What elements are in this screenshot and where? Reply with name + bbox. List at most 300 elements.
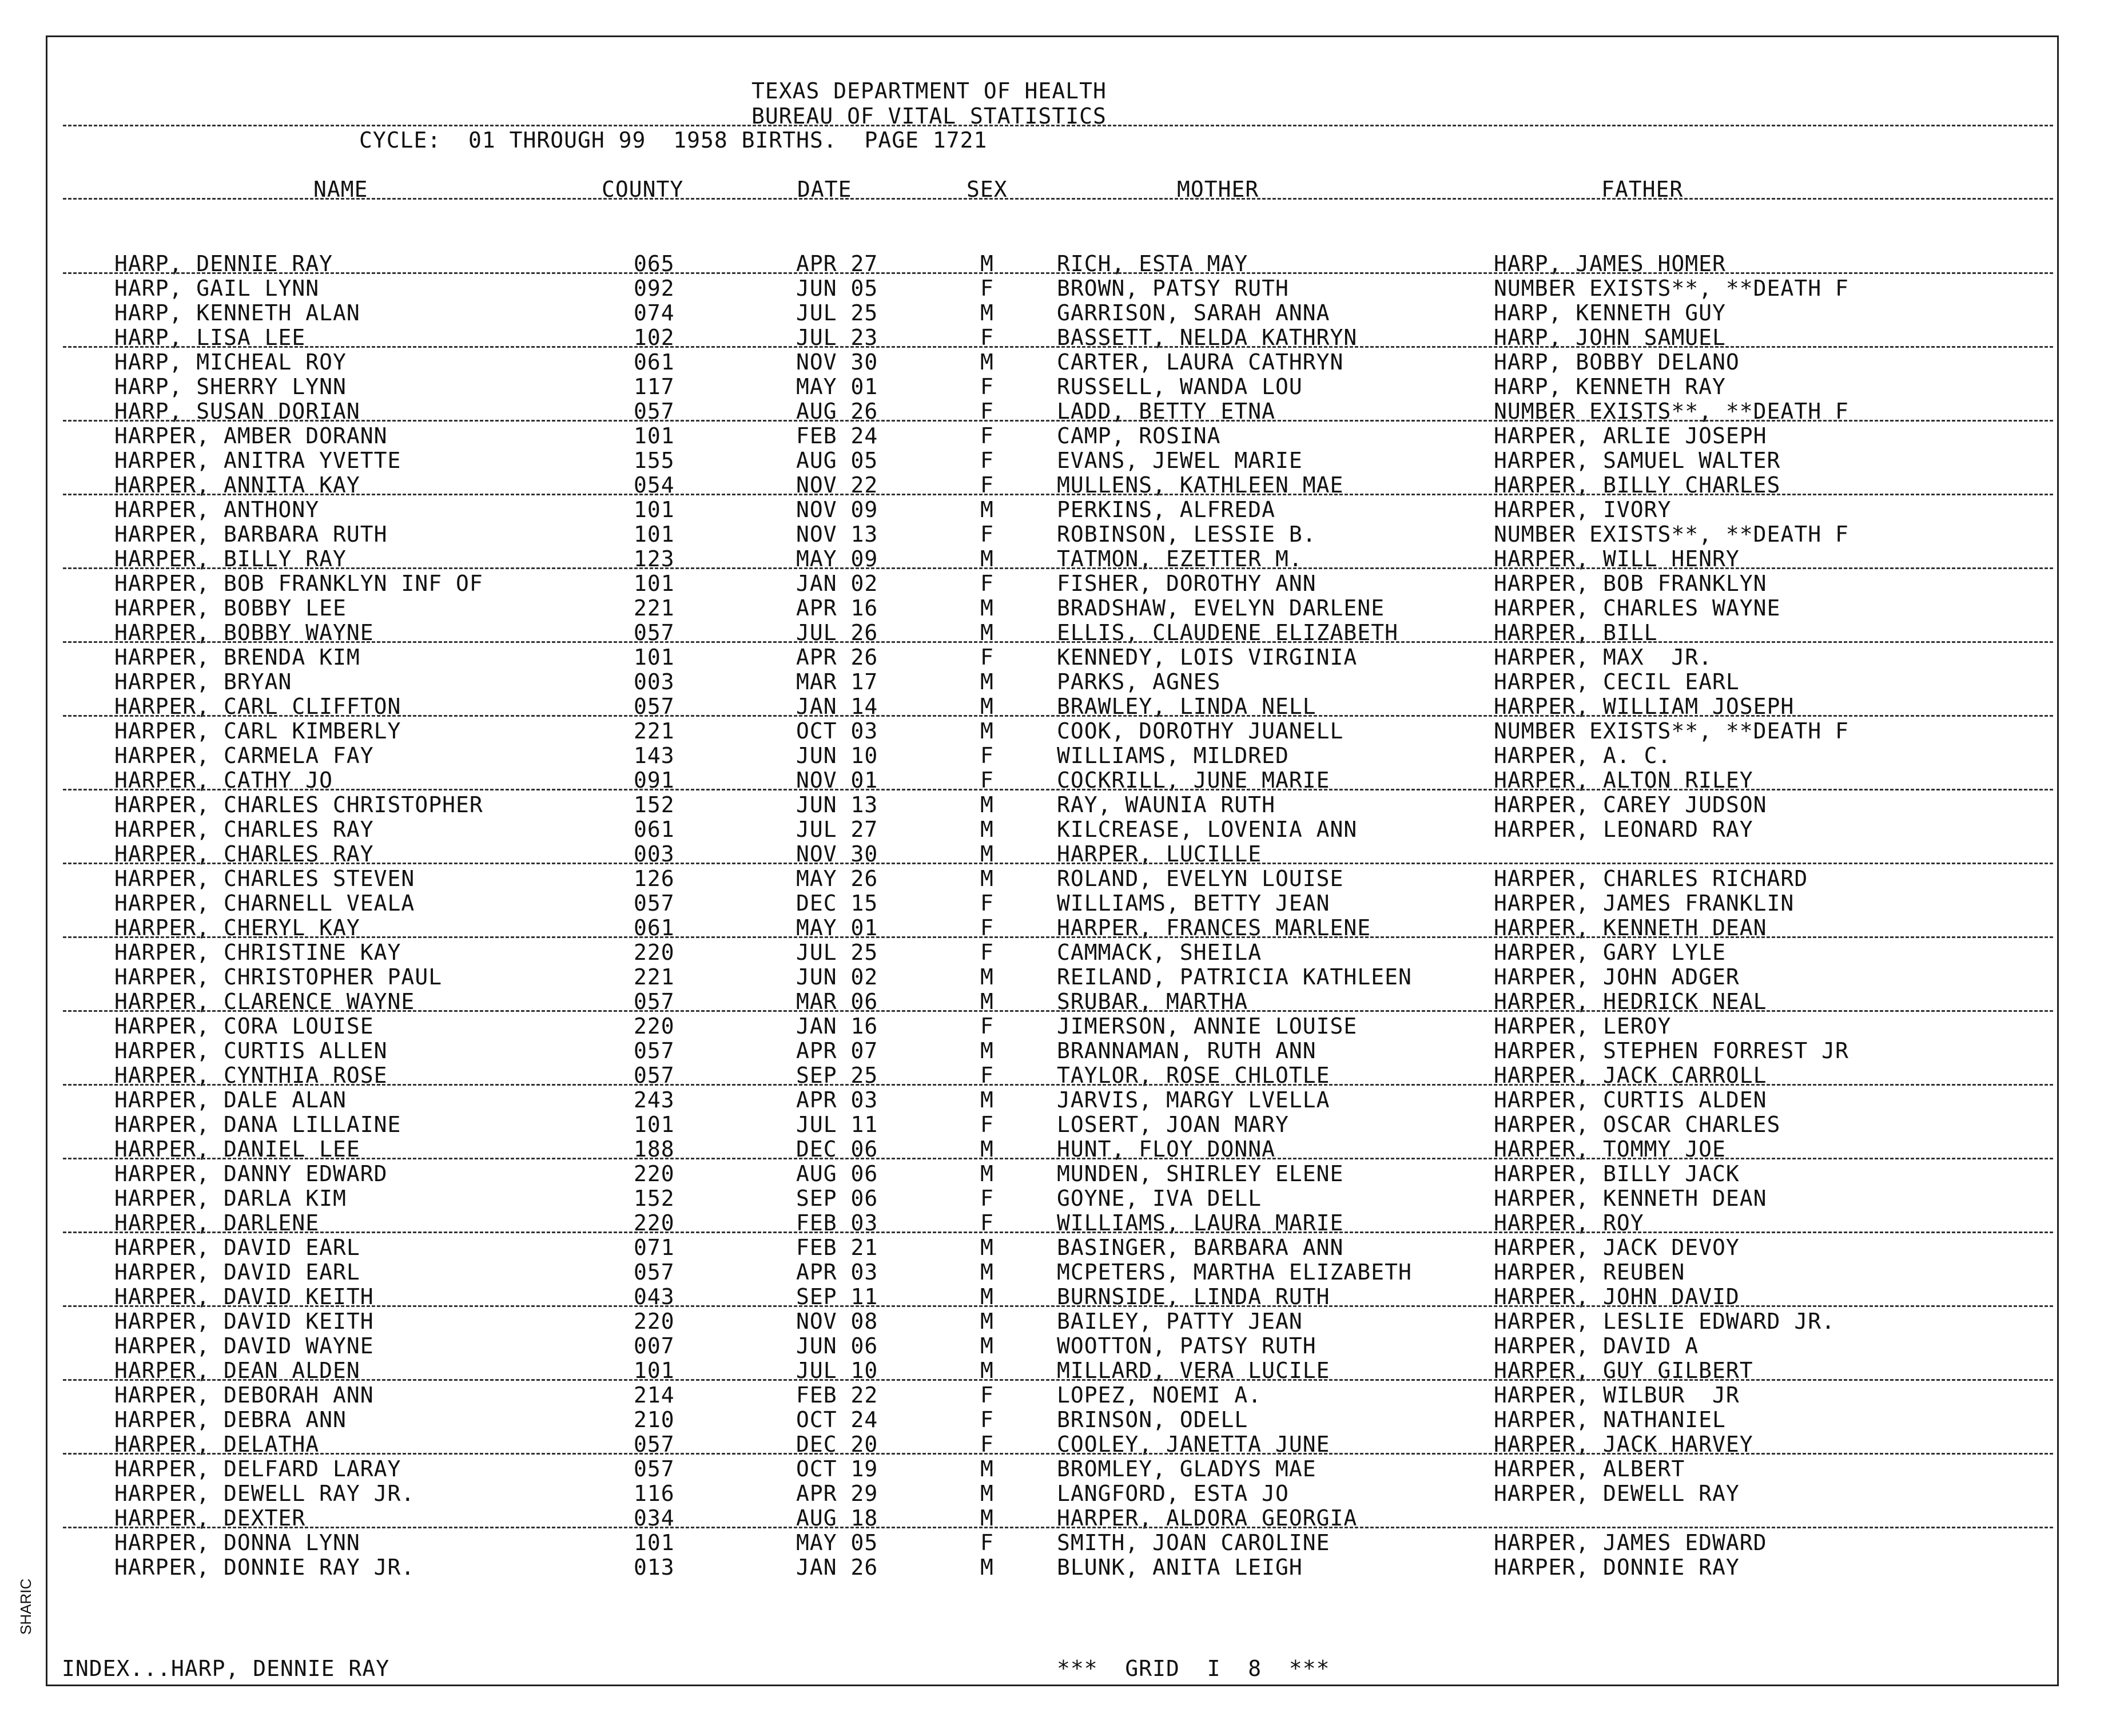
cell-county: 188 [634,1137,675,1162]
row-group-rule [63,272,2053,274]
cell-mother: TAYLOR, ROSE CHLOTLE [1057,1063,1330,1088]
cell-father: HARPER, JAMES FRANKLIN [1494,891,1795,916]
cell-name: HARPER, DAVID EARL [114,1235,360,1260]
cell-sex: M [980,694,994,719]
cell-date: APR 16 [796,595,878,621]
cell-name: HARPER, DEXTER [114,1505,306,1531]
cell-name: HARPER, DONNA LYNN [114,1530,360,1555]
cell-date: JUN 13 [796,792,878,817]
cell-father: HARPER, BOB FRANKLYN [1494,571,1767,596]
cell-name: HARPER, CHRISTOPHER PAUL [114,964,443,990]
cell-county: 116 [634,1481,675,1506]
cell-date: APR 03 [796,1087,878,1113]
cell-name: HARPER, CHARLES RAY [114,817,374,842]
cell-sex: M [980,620,994,645]
cell-name: HARPER, BOB FRANKLYN INF OF [114,571,483,596]
row-group-rule [63,1379,2053,1381]
cell-date: MAY 01 [796,374,878,399]
cell-sex: F [980,571,994,596]
cell-county: 155 [634,448,675,473]
cell-father: HARPER, KENNETH DEAN [1494,915,1767,940]
cell-father: HARPER, CAREY JUDSON [1494,792,1767,817]
cell-sex: M [980,595,994,621]
cell-county: 043 [634,1284,675,1309]
cell-name: HARPER, BRENDA KIM [114,645,360,670]
cell-sex: M [980,1260,994,1285]
cell-county: 003 [634,841,675,867]
row-group-rule [63,863,2053,864]
cell-father: NUMBER EXISTS**, **DEATH F [1494,276,1849,301]
cell-date: SEP 06 [796,1186,878,1211]
cell-county: 101 [634,571,675,596]
cell-date: NOV 01 [796,768,878,793]
cell-father: HARPER, BILL [1494,620,1658,645]
cell-date: JAN 14 [796,694,878,719]
cell-county: 013 [634,1555,675,1580]
cell-sex: F [980,276,994,301]
cell-father: HARPER, DAVID A [1494,1333,1699,1358]
header-bureau: BUREAU OF VITAL STATISTICS [751,104,1107,129]
cell-father: HARPER, JOHN ADGER [1494,964,1740,990]
cell-mother: CARTER, LAURA CATHRYN [1057,349,1344,375]
cell-county: 091 [634,768,675,793]
cell-date: AUG 18 [796,1505,878,1531]
cell-date: JUN 06 [796,1333,878,1358]
cell-sex: F [980,472,994,498]
cell-sex: F [980,1112,994,1137]
cell-county: 243 [634,1087,675,1113]
cell-date: APR 27 [796,251,878,276]
cell-name: HARPER, CHRISTINE KAY [114,940,401,965]
cell-name: HARPER, BARBARA RUTH [114,522,388,547]
cell-county: 101 [634,522,675,547]
cell-date: APR 29 [796,1481,878,1506]
row-group-rule [63,494,2053,495]
cell-sex: F [980,915,994,940]
cycle-line: CYCLE: 01 THROUGH 99 1958 BIRTHS. PAGE 1721 [359,128,988,153]
cell-date: AUG 06 [796,1161,878,1186]
cell-date: JAN 26 [796,1555,878,1580]
cell-mother: KENNEDY, LOIS VIRGINIA [1057,645,1358,670]
cell-county: 057 [634,1038,675,1063]
cell-mother: REILAND, PATRICIA KATHLEEN [1057,964,1412,990]
cell-name: HARP, MICHEAL ROY [114,349,347,375]
cell-father: HARPER, BILLY CHARLES [1494,472,1781,498]
cell-sex: M [980,866,994,891]
cell-sex: M [980,1161,994,1186]
cell-father: HARPER, STEPHEN FORREST JR [1494,1038,1849,1063]
cell-county: 102 [634,325,675,350]
cell-county: 214 [634,1383,675,1408]
cell-sex: M [980,1284,994,1309]
cell-date: JUL 10 [796,1358,878,1383]
cell-date: FEB 22 [796,1383,878,1408]
cell-county: 007 [634,1333,675,1358]
cell-county: 054 [634,472,675,498]
cell-name: HARP, DENNIE RAY [114,251,333,276]
cell-sex: M [980,349,994,375]
cell-sex: M [980,497,994,522]
cell-name: HARPER, DEAN ALDEN [114,1358,360,1383]
cell-mother: BRADSHAW, EVELYN DARLENE [1057,595,1385,621]
column-header-rule [63,198,2053,200]
cell-date: FEB 24 [796,423,878,448]
cell-name: HARPER, CYNTHIA ROSE [114,1063,388,1088]
cell-mother: HARPER, ALDORA GEORGIA [1057,1505,1358,1531]
cell-mother: LADD, BETTY ETNA [1057,399,1276,424]
cell-county: 101 [634,1358,675,1383]
cell-county: 071 [634,1235,675,1260]
cell-sex: F [980,645,994,670]
row-group-rule [63,1084,2053,1086]
cell-county: 101 [634,1530,675,1555]
cell-sex: M [980,1505,994,1531]
cell-name: HARP, SHERRY LYNN [114,374,347,399]
cell-father: HARPER, A. C. [1494,743,1672,768]
cell-county: 061 [634,349,675,375]
cell-mother: MULLENS, KATHLEEN MAE [1057,472,1344,498]
cell-mother: JARVIS, MARGY LVELLA [1057,1087,1330,1113]
cell-sex: F [980,1210,994,1236]
cell-county: 034 [634,1505,675,1531]
cell-father: HARPER, LEONARD RAY [1494,817,1753,842]
cell-mother: HUNT, FLOY DONNA [1057,1137,1276,1162]
cell-county: 101 [634,497,675,522]
cell-name: HARPER, DARLENE [114,1210,320,1236]
cell-sex: M [980,1309,994,1334]
cell-name: HARPER, BILLY RAY [114,546,347,571]
cell-name: HARPER, CORA LOUISE [114,1014,374,1039]
cell-father: HARPER, WILL HENRY [1494,546,1740,571]
cell-date: NOV 13 [796,522,878,547]
cell-county: 152 [634,1186,675,1211]
column-header-mother: MOTHER [1177,177,1259,202]
cell-name: HARPER, CARL KIMBERLY [114,718,401,744]
cell-father: HARPER, WILLIAM JOSEPH [1494,694,1795,719]
cell-mother: RUSSELL, WANDA LOU [1057,374,1303,399]
cell-name: HARP, SUSAN DORIAN [114,399,360,424]
cell-name: HARPER, DEBRA ANN [114,1407,347,1432]
row-group-rule [63,715,2053,717]
cell-date: APR 26 [796,645,878,670]
cell-mother: GOYNE, IVA DELL [1057,1186,1262,1211]
cell-father: HARP, JOHN SAMUEL [1494,325,1726,350]
cell-date: APR 07 [796,1038,878,1063]
cell-name: HARPER, CATHY JO [114,768,333,793]
cell-father: HARPER, SAMUEL WALTER [1494,448,1781,473]
footer-index: INDEX...HARP, DENNIE RAY [62,1656,390,1681]
cell-name: HARPER, DEWELL RAY JR. [114,1481,415,1506]
cell-mother: LANGFORD, ESTA JO [1057,1481,1289,1506]
cell-name: HARPER, CHARLES STEVEN [114,866,415,891]
row-group-rule [63,641,2053,643]
cell-sex: M [980,300,994,325]
cell-county: 210 [634,1407,675,1432]
cell-father: HARPER, KENNETH DEAN [1494,1186,1767,1211]
cell-county: 065 [634,251,675,276]
cell-father: HARPER, JAMES EDWARD [1494,1530,1767,1555]
cell-mother: ELLIS, CLAUDENE ELIZABETH [1057,620,1398,645]
cell-mother: LOSERT, JOAN MARY [1057,1112,1289,1137]
cell-county: 126 [634,866,675,891]
row-group-rule [63,1010,2053,1012]
side-label: SHARIC [17,1578,34,1635]
cell-name: HARPER, AMBER DORANN [114,423,388,448]
cell-father: HARPER, ALBERT [1494,1456,1685,1481]
cell-father: HARPER, GARY LYLE [1494,940,1726,965]
cell-date: NOV 09 [796,497,878,522]
cell-county: 057 [634,1260,675,1285]
header-dept: TEXAS DEPARTMENT OF HEALTH [751,78,1107,104]
cell-mother: BASSETT, NELDA KATHRYN [1057,325,1358,350]
cell-county: 057 [634,694,675,719]
cell-name: HARPER, ANITRA YVETTE [114,448,401,473]
cell-county: 220 [634,1161,675,1186]
cell-name: HARPER, BOBBY LEE [114,595,347,621]
cell-father: HARPER, CHARLES RICHARD [1494,866,1808,891]
cell-sex: M [980,1038,994,1063]
cell-name: HARPER, DANA LILLAINE [114,1112,401,1137]
cell-mother: TATMON, EZETTER M. [1057,546,1303,571]
cell-date: JUN 10 [796,743,878,768]
cell-county: 152 [634,792,675,817]
cell-mother: WILLIAMS, MILDRED [1057,743,1289,768]
row-group-rule [63,1527,2053,1528]
cell-father: HARPER, ARLIE JOSEPH [1494,423,1767,448]
cell-name: HARPER, CHERYL KAY [114,915,360,940]
cell-name: HARP, GAIL LYNN [114,276,320,301]
column-header-sex: SEX [967,177,1008,202]
row-group-rule [63,1305,2053,1307]
cell-name: HARPER, DANIEL LEE [114,1137,360,1162]
cell-county: 101 [634,423,675,448]
cell-mother: CAMMACK, SHEILA [1057,940,1262,965]
cell-county: 057 [634,1432,675,1457]
cell-name: HARPER, DELATHA [114,1432,320,1457]
cell-mother: MCPETERS, MARTHA ELIZABETH [1057,1260,1412,1285]
cell-mother: MILLARD, VERA LUCILE [1057,1358,1330,1383]
cell-father: HARP, KENNETH GUY [1494,300,1726,325]
cell-sex: M [980,841,994,867]
cell-mother: COOLEY, JANETTA JUNE [1057,1432,1330,1457]
row-group-rule [63,1158,2053,1159]
cell-date: DEC 06 [796,1137,878,1162]
cell-date: JAN 16 [796,1014,878,1039]
cell-father: HARPER, CECIL EARL [1494,669,1740,694]
row-group-rule [63,1232,2053,1233]
cell-sex: F [980,743,994,768]
cell-county: 117 [634,374,675,399]
cell-father: HARPER, WILBUR JR [1494,1383,1740,1408]
cell-mother: COCKRILL, JUNE MARIE [1057,768,1330,793]
cell-date: OCT 19 [796,1456,878,1481]
cell-county: 057 [634,1456,675,1481]
cell-date: JUL 23 [796,325,878,350]
cell-county: 061 [634,817,675,842]
cell-mother: BRAWLEY, LINDA NELL [1057,694,1316,719]
cell-mother: BROMLEY, GLADYS MAE [1057,1456,1316,1481]
cell-date: AUG 05 [796,448,878,473]
cell-sex: M [980,1235,994,1260]
cell-mother: PERKINS, ALFREDA [1057,497,1276,522]
cell-county: 101 [634,1112,675,1137]
cell-mother: WOOTTON, PATSY RUTH [1057,1333,1316,1358]
cell-father: HARPER, CHARLES WAYNE [1494,595,1781,621]
cell-father: HARPER, DONNIE RAY [1494,1555,1740,1580]
cell-name: HARPER, DONNIE RAY JR. [114,1555,415,1580]
cell-sex: M [980,718,994,744]
cell-name: HARPER, CARL CLIFFTON [114,694,401,719]
cell-date: NOV 30 [796,349,878,375]
cell-date: MAY 09 [796,546,878,571]
cell-date: MAY 05 [796,1530,878,1555]
cell-name: HARPER, DAVID KEITH [114,1309,374,1334]
cell-sex: M [980,1358,994,1383]
cell-father: HARPER, JOHN DAVID [1494,1284,1740,1309]
cell-mother: FISHER, DOROTHY ANN [1057,571,1316,596]
cell-name: HARP, LISA LEE [114,325,306,350]
cell-father: HARPER, JACK HARVEY [1494,1432,1753,1457]
cell-sex: F [980,1186,994,1211]
cell-mother: JIMERSON, ANNIE LOUISE [1057,1014,1358,1039]
cell-county: 057 [634,1063,675,1088]
cell-sex: F [980,768,994,793]
cell-date: JUN 05 [796,276,878,301]
cell-date: JUL 25 [796,300,878,325]
cell-father: HARPER, LESLIE EDWARD JR. [1494,1309,1835,1334]
row-group-rule [63,1453,2053,1455]
cell-county: 220 [634,1014,675,1039]
cell-date: OCT 03 [796,718,878,744]
cell-county: 061 [634,915,675,940]
cell-father: HARPER, JACK CARROLL [1494,1063,1767,1088]
cell-name: HARP, KENNETH ALAN [114,300,360,325]
cell-date: FEB 21 [796,1235,878,1260]
cell-name: HARPER, CHARNELL VEALA [114,891,415,916]
cell-sex: M [980,251,994,276]
cell-mother: BASINGER, BARBARA ANN [1057,1235,1344,1260]
cell-sex: M [980,1333,994,1358]
cell-mother: WILLIAMS, LAURA MARIE [1057,1210,1344,1236]
cell-sex: M [980,792,994,817]
cell-county: 221 [634,964,675,990]
row-group-rule [63,420,2053,422]
cell-sex: M [980,669,994,694]
cell-date: JAN 02 [796,571,878,596]
cell-sex: F [980,522,994,547]
cell-county: 220 [634,940,675,965]
cell-county: 003 [634,669,675,694]
cell-father: HARPER, HEDRICK NEAL [1494,989,1767,1014]
row-group-rule [63,936,2053,938]
column-header-county: COUNTY [602,177,684,202]
cell-name: HARPER, DELFARD LARAY [114,1456,401,1481]
cell-mother: RAY, WAUNIA RUTH [1057,792,1276,817]
cell-sex: M [980,964,994,990]
cell-date: MAY 01 [796,915,878,940]
cell-sex: F [980,1432,994,1457]
cell-father: HARPER, REUBEN [1494,1260,1685,1285]
cell-father: HARPER, JACK DEVOY [1494,1235,1740,1260]
cell-date: NOV 22 [796,472,878,498]
cell-date: JUL 27 [796,817,878,842]
cell-date: AUG 26 [796,399,878,424]
cell-date: SEP 25 [796,1063,878,1088]
cell-father: HARPER, ROY [1494,1210,1644,1236]
cell-county: 101 [634,645,675,670]
cell-mother: RICH, ESTA MAY [1057,251,1248,276]
cell-father: HARPER, BILLY JACK [1494,1161,1740,1186]
cell-sex: F [980,374,994,399]
cell-name: HARPER, ANTHONY [114,497,320,522]
cell-name: HARPER, CHARLES CHRISTOPHER [114,792,483,817]
cell-sex: F [980,891,994,916]
cell-county: 057 [634,989,675,1014]
cell-sex: F [980,1014,994,1039]
cell-mother: BAILEY, PATTY JEAN [1057,1309,1303,1334]
cell-county: 220 [634,1210,675,1236]
cell-father: HARPER, IVORY [1494,497,1672,522]
cell-sex: F [980,423,994,448]
cell-date: FEB 03 [796,1210,878,1236]
cell-name: HARPER, BRYAN [114,669,292,694]
cell-mother: GARRISON, SARAH ANNA [1057,300,1330,325]
cell-county: 220 [634,1309,675,1334]
cell-sex: F [980,1530,994,1555]
cell-father: HARPER, ALTON RILEY [1494,768,1753,793]
cell-name: HARPER, CLARENCE WAYNE [114,989,415,1014]
cell-county: 074 [634,300,675,325]
cell-mother: MUNDEN, SHIRLEY ELENE [1057,1161,1344,1186]
cell-date: JUL 26 [796,620,878,645]
cell-mother: KILCREASE, LOVENIA ANN [1057,817,1358,842]
cell-county: 143 [634,743,675,768]
cell-mother: HARPER, LUCILLE [1057,841,1262,867]
cell-father: HARPER, OSCAR CHARLES [1494,1112,1781,1137]
cell-date: DEC 15 [796,891,878,916]
column-header-father: FATHER [1601,177,1684,202]
cell-father: HARPER, TOMMY JOE [1494,1137,1726,1162]
cell-name: HARPER, DARLA KIM [114,1186,347,1211]
cell-date: MAR 06 [796,989,878,1014]
cell-father: NUMBER EXISTS**, **DEATH F [1494,718,1849,744]
cell-father: HARPER, DEWELL RAY [1494,1481,1740,1506]
cell-father: NUMBER EXISTS**, **DEATH F [1494,522,1849,547]
cell-date: MAY 26 [796,866,878,891]
cell-mother: WILLIAMS, BETTY JEAN [1057,891,1330,916]
cell-name: HARPER, DANNY EDWARD [114,1161,388,1186]
cell-father: HARP, KENNETH RAY [1494,374,1726,399]
cell-sex: M [980,989,994,1014]
cell-father: HARP, JAMES HOMER [1494,251,1726,276]
cell-date: APR 03 [796,1260,878,1285]
footer-grid: *** GRID I 8 *** [1057,1656,1330,1681]
cell-mother: BURNSIDE, LINDA RUTH [1057,1284,1330,1309]
cell-name: HARPER, DAVID WAYNE [114,1333,374,1358]
cell-name: HARPER, BOBBY WAYNE [114,620,374,645]
cell-mother: CAMP, ROSINA [1057,423,1221,448]
cell-county: 221 [634,718,675,744]
cell-mother: LOPEZ, NOEMI A. [1057,1383,1262,1408]
cell-date: JUN 02 [796,964,878,990]
cell-county: 221 [634,595,675,621]
cell-mother: EVANS, JEWEL MARIE [1057,448,1303,473]
cell-mother: ROLAND, EVELYN LOUISE [1057,866,1344,891]
cell-mother: PARKS, AGNES [1057,669,1221,694]
header-rule [63,125,2053,126]
cell-name: HARPER, CHARLES RAY [114,841,374,867]
row-group-rule [63,567,2053,569]
